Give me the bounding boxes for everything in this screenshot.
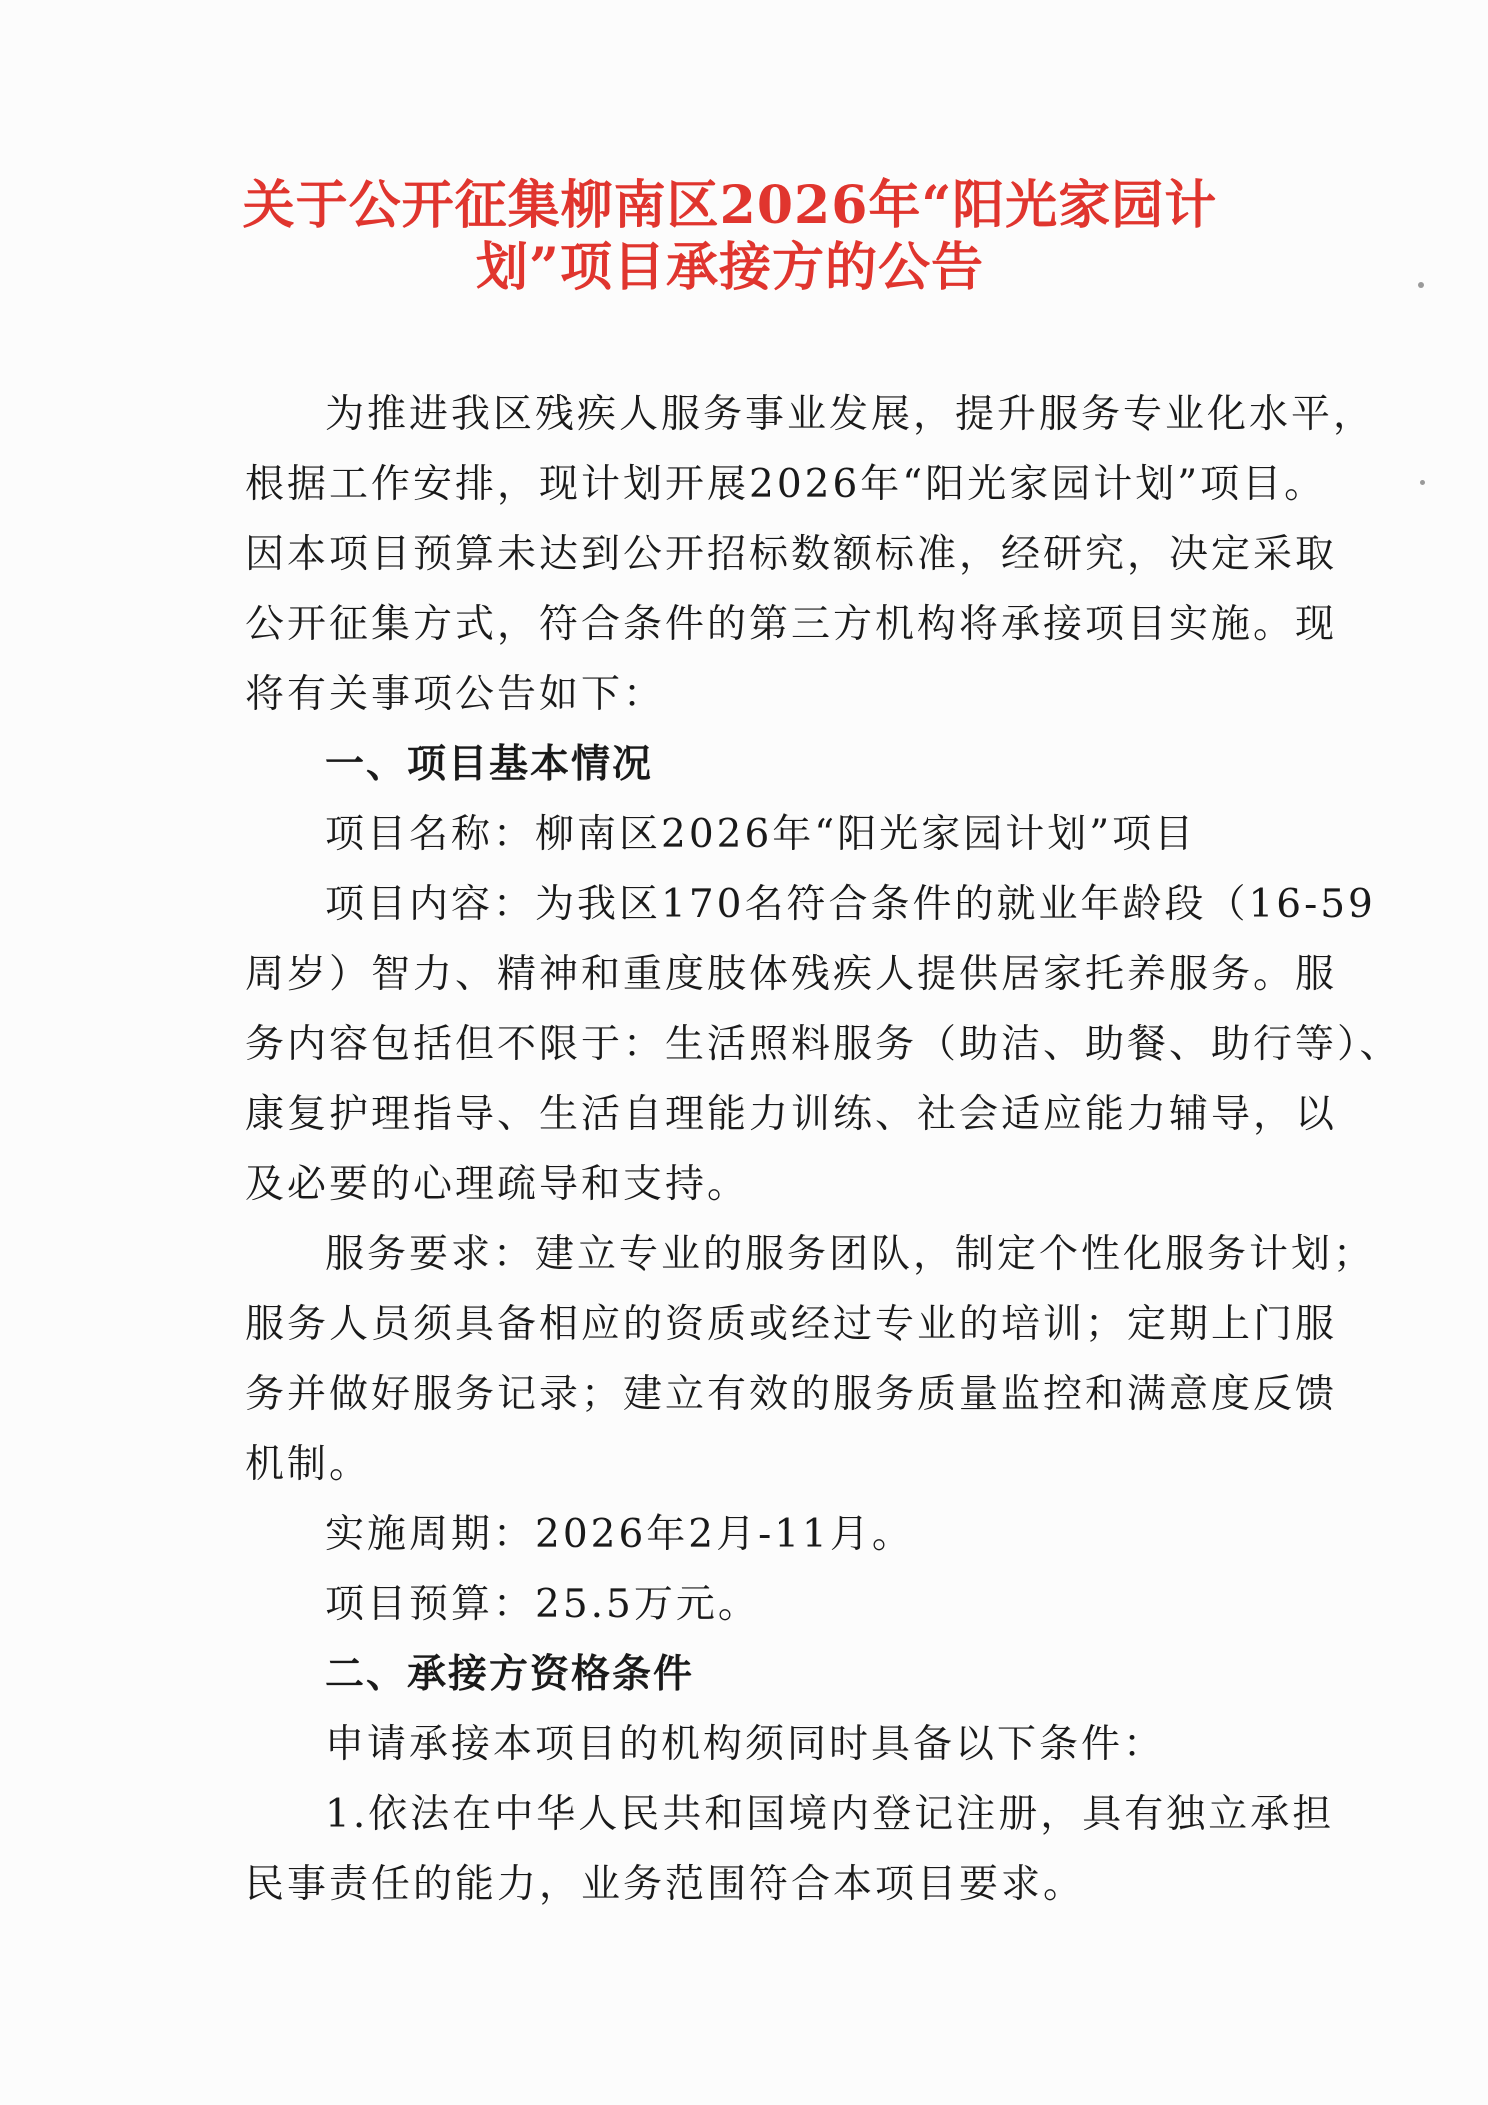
paragraph-line: 将有关事项公告如下： — [245, 672, 666, 717]
section-heading: 一、项目基本情况 — [325, 742, 654, 787]
title-line-1: 关于公开征集柳南区2026年“阳光家园计 — [242, 175, 1218, 236]
paragraph-line: 为推进我区残疾人服务事业发展，提升服务专业化水平， — [325, 392, 1376, 437]
paragraph-line: 服务要求：建立专业的服务团队，制定个性化服务计划； — [325, 1232, 1376, 1277]
paragraph-line: 及必要的心理疏导和支持。 — [245, 1162, 750, 1207]
paragraph-line: 民事责任的能力，业务范围符合本项目要求。 — [245, 1862, 1086, 1907]
paragraph-line: 1.依法在中华人民共和国境内登记注册，具有独立承担 — [325, 1792, 1335, 1837]
paragraph-line: 实施周期：2026年2月-11月。 — [325, 1512, 914, 1557]
paragraph-line: 康复护理指导、生活自理能力训练、社会适应能力辅导，以 — [245, 1092, 1338, 1137]
paragraph-line: 务并做好服务记录；建立有效的服务质量监控和满意度反馈 — [245, 1372, 1338, 1417]
scan-speck — [1420, 480, 1425, 485]
paragraph-line: 根据工作安排，现计划开展2026年“阳光家园计划”项目。 — [245, 462, 1327, 507]
section-heading: 二、承接方资格条件 — [325, 1652, 695, 1697]
paragraph-line: 项目内容：为我区170名符合条件的就业年龄段（16-59 — [325, 882, 1376, 927]
paragraph-line: 因本项目预算未达到公开招标数额标准，经研究，决定采取 — [245, 532, 1338, 577]
paragraph-line: 公开征集方式，符合条件的第三方机构将承接项目实施。现 — [245, 602, 1338, 647]
document-title — [200, 175, 1260, 299]
paragraph-line: 项目名称：柳南区2026年“阳光家园计划”项目 — [325, 812, 1197, 857]
paragraph-line: 项目预算：25.5万元。 — [325, 1582, 760, 1627]
paragraph-line: 周岁）智力、精神和重度肢体残疾人提供居家托养服务。服 — [245, 952, 1338, 997]
title-line-2: 划”项目承接方的公告 — [476, 237, 984, 298]
paragraph-line: 申请承接本项目的机构须同时具备以下条件： — [325, 1722, 1166, 1767]
paragraph-line: 机制。 — [245, 1442, 372, 1487]
paragraph-line: 务内容包括但不限于：生活照料服务（助洁、助餐、助行等）、 — [245, 1022, 1402, 1067]
scan-speck — [1418, 282, 1424, 288]
paragraph-line: 服务人员须具备相应的资质或经过专业的培训；定期上门服 — [245, 1302, 1338, 1347]
